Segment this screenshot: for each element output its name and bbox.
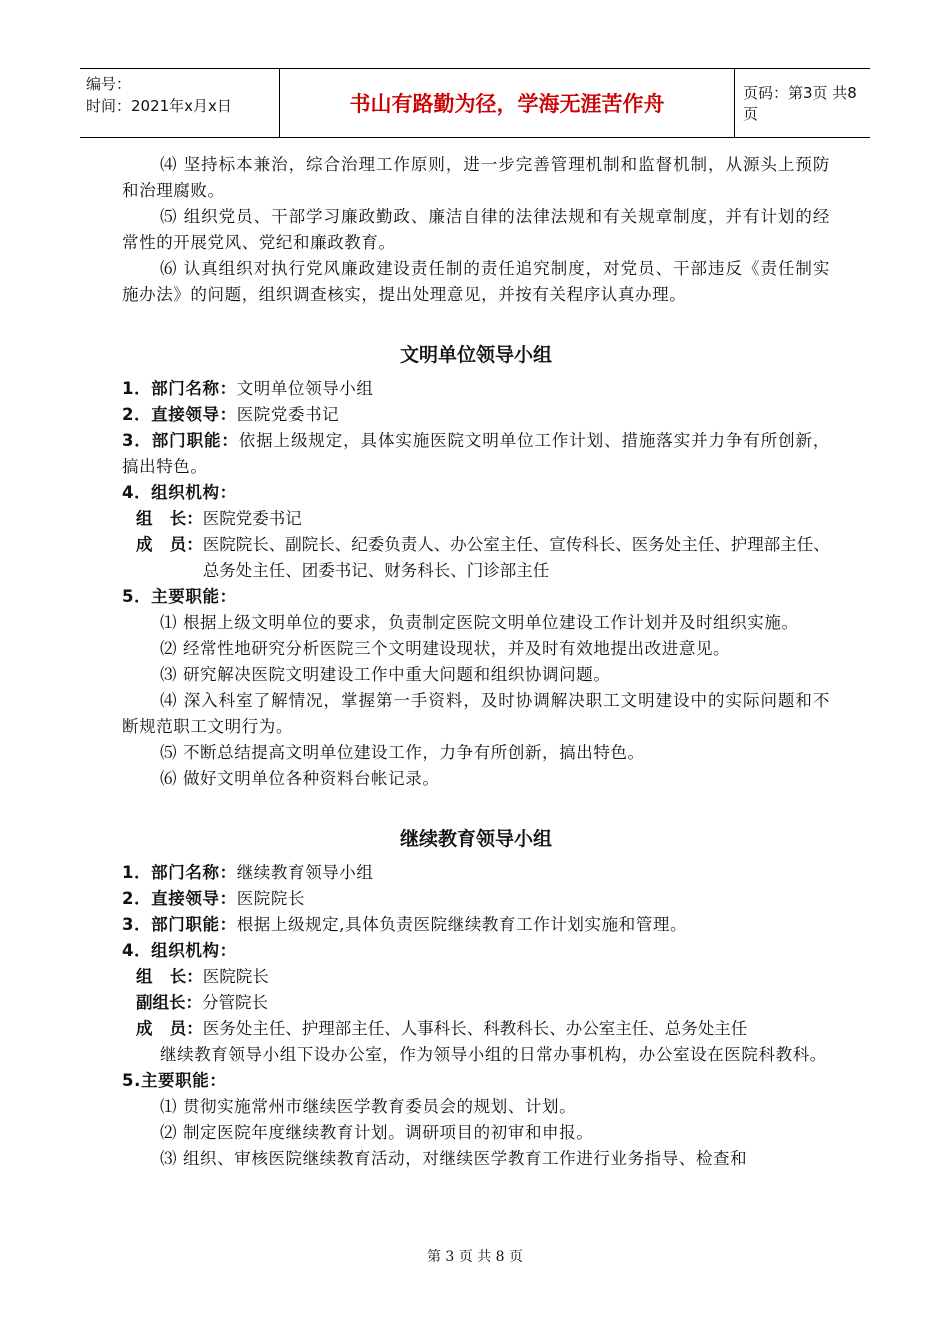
duty-item: ⑷ 深入科室了解情况，掌握第一手资料，及时协调解决职工文明建设中的实际问题和不断规范职工文明行为。 bbox=[122, 691, 830, 736]
direct-lead-row bbox=[122, 402, 830, 428]
intro-item: ⑷ 坚持标本兼治，综合治理工作原则，进一步完善管理机制和监督机制，从源头上预防和治理腐败。 bbox=[122, 155, 830, 200]
duty-item: ⑵ 制定医院年度继续教育计划。调研项目的初审和申报。 bbox=[160, 1123, 594, 1142]
duty-item: ⑸ 不断总结提高文明单位建设工作，力争有所创新，搞出特色。 bbox=[160, 743, 645, 762]
org-structure bbox=[122, 506, 830, 584]
intro-item: ⑸ 组织党员、干部学习廉政勤政、廉洁自律的法律法规和有关规章制度，并有计划的经常性的开展党风、党纪和廉政教育。 bbox=[122, 207, 830, 252]
direct-lead-value: 医院党委书记 bbox=[236, 405, 340, 424]
dept-name-label: 1．部门名称： bbox=[122, 863, 237, 882]
header-motto: 书山有路勤为径，学海无涯苦作舟 bbox=[280, 69, 735, 137]
org-leader-key: 组 长： bbox=[136, 967, 203, 986]
duty-item: ⑶ 组织、审核医院继续教育活动，对继续医学教育工作进行业务指导、检查和 bbox=[160, 1149, 748, 1168]
org-leader-row bbox=[136, 964, 830, 990]
org-leader-value: 医院院长 bbox=[202, 967, 269, 986]
org-deputy-row bbox=[136, 990, 830, 1016]
duty-item: ⑶ 研究解决医院文明建设工作中重大问题和组织协调问题。 bbox=[160, 665, 611, 684]
page-header bbox=[80, 68, 870, 138]
number-label: 编号： bbox=[86, 75, 132, 93]
dept-function-row bbox=[122, 428, 830, 480]
time-label: 时间：2021年x月x日 bbox=[86, 97, 232, 115]
dept-name-value: 继续教育领导小组 bbox=[236, 863, 374, 882]
dept-function-row bbox=[122, 912, 830, 938]
dept-name-row bbox=[122, 860, 830, 886]
org-structure-label: 4．组织机构： bbox=[122, 941, 237, 960]
duty-item: ⑴ 贯彻实施常州市继续医学教育委员会的规划、计划。 bbox=[160, 1097, 577, 1116]
direct-lead-value: 医院院长 bbox=[236, 889, 306, 908]
org-structure-label: 4．组织机构： bbox=[122, 483, 237, 502]
duty-item: ⑵ 经常性地研究分析医院三个文明建设现状，并及时有效地提出改进意见。 bbox=[160, 639, 731, 658]
direct-lead-label: 2．直接领导： bbox=[122, 889, 237, 908]
intro-item: ⑹ 认真组织对执行党风廉政建设责任制的责任追究制度，对党员、干部违反《责任制实施办法》的问题，组织调查核实，提出处理意见，并按有关程序认真办理。 bbox=[122, 259, 830, 304]
dept-function-label: 3．部门职能： bbox=[122, 431, 239, 450]
office-note: 继续教育领导小组下设办公室，作为领导小组的日常办事机构，办公室设在医院科教科。 bbox=[160, 1045, 827, 1064]
org-deputy-key: 副组长： bbox=[136, 993, 202, 1012]
dept-name-label: 1．部门名称： bbox=[122, 379, 237, 398]
header-info bbox=[80, 69, 280, 137]
org-leader-key: 组 长： bbox=[136, 509, 203, 528]
section-title: 文明单位领导小组 bbox=[399, 344, 552, 366]
org-member-value: 医务处主任、护理部主任、人事科长、科教科长、办公室主任、总务处主任 bbox=[202, 1019, 748, 1038]
page-footer: 第 3 页 共 8 页 bbox=[426, 1249, 524, 1265]
dept-name-value: 文明单位领导小组 bbox=[236, 379, 374, 398]
section-title: 继续教育领导小组 bbox=[399, 828, 552, 850]
org-member-key: 成 员： bbox=[136, 535, 203, 554]
duty-item: ⑴ 根据上级文明单位的要求，负责制定医院文明单位建设工作计划并及时组织实施。 bbox=[160, 613, 799, 632]
document-body bbox=[122, 152, 830, 1172]
org-member-row bbox=[136, 1016, 830, 1042]
header-page-label: 页码：第3页 共8页 bbox=[743, 84, 857, 123]
direct-lead-row bbox=[122, 886, 830, 912]
org-member-key: 成 员： bbox=[136, 1019, 203, 1038]
org-member-value: 医院院长、副院长、纪委负责人、办公室主任、宣传科长、医务处主任、护理部主任、总务处主任、团委书记、财务科长、门诊部主任 bbox=[202, 535, 830, 580]
dept-name-row bbox=[122, 376, 830, 402]
org-structure bbox=[122, 964, 830, 1042]
org-leader-row bbox=[136, 506, 830, 532]
org-deputy-value: 分管院长 bbox=[202, 993, 268, 1012]
duty-item: ⑹ 做好文明单位各种资料台帐记录。 bbox=[160, 769, 440, 788]
duties-label: 5.主要职能： bbox=[122, 1071, 227, 1090]
dept-function-value: 依据上级规定，具体实施医院文明单位工作计划、措施落实并力争有所创新，搞出特色。 bbox=[122, 431, 830, 476]
org-member-row bbox=[136, 532, 830, 584]
dept-function-label: 3．部门职能： bbox=[122, 915, 237, 934]
duties-label: 5．主要职能： bbox=[122, 587, 237, 606]
org-leader-value: 医院党委书记 bbox=[202, 509, 302, 528]
dept-function-value: 根据上级规定,具体负责医院继续教育工作计划实施和管理。 bbox=[236, 915, 688, 934]
direct-lead-label: 2．直接领导： bbox=[122, 405, 237, 424]
